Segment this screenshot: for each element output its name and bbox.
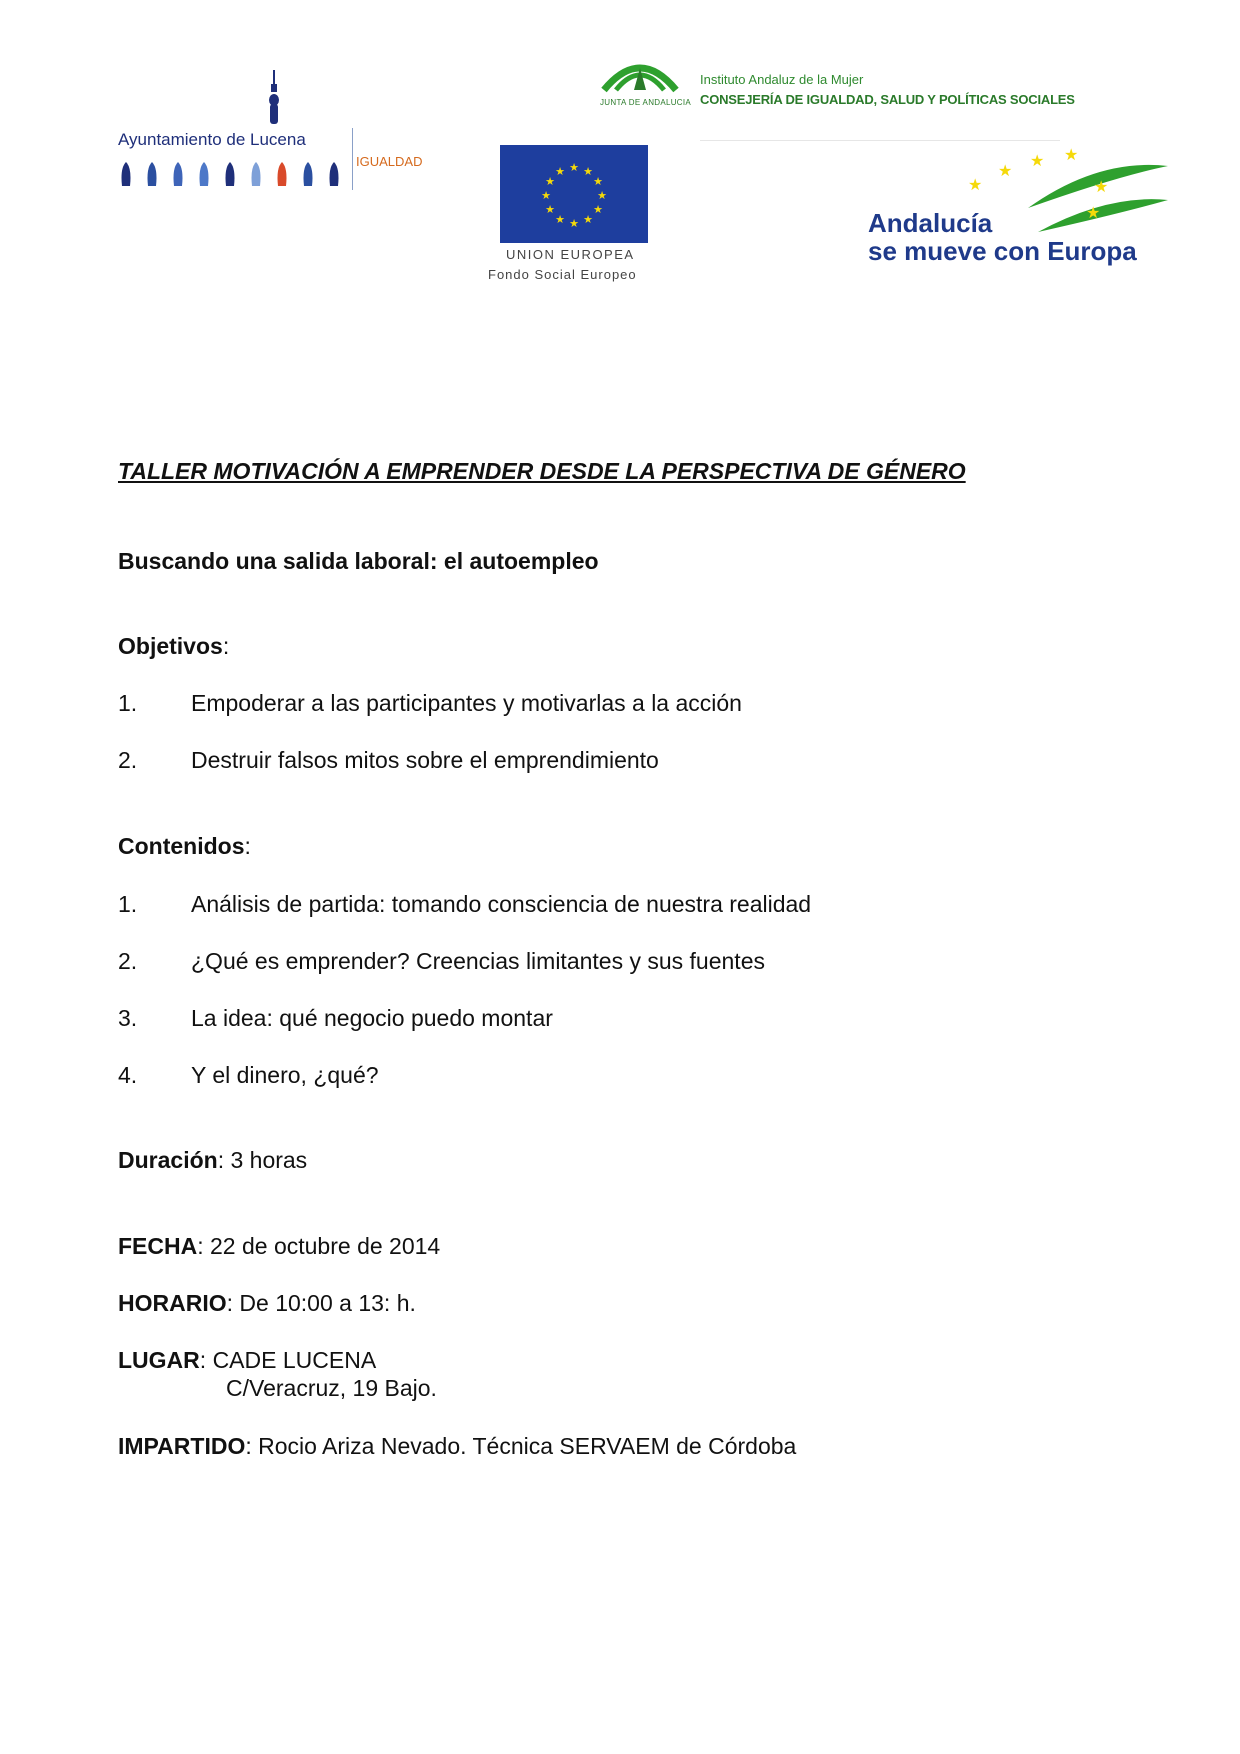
svg-text:★: ★ — [1064, 148, 1079, 164]
svg-text:★: ★ — [583, 213, 593, 226]
impartido-line: IMPARTIDO: Rocio Ariza Nevado. Técnica SERVAEM de Córdoba — [118, 1433, 797, 1459]
svg-text:★: ★ — [555, 165, 565, 178]
svg-text:★: ★ — [541, 189, 551, 202]
objetivo-1-num: 1. — [118, 690, 138, 716]
svg-text:★: ★ — [593, 203, 603, 216]
duracion-label: Duración — [118, 1147, 218, 1173]
objetivo-2-text: Destruir falsos mitos sobre el emprendimiento — [191, 747, 659, 773]
svg-text:★: ★ — [998, 161, 1013, 180]
svg-text:★: ★ — [583, 165, 593, 178]
eu-line1: UNION EUROPEA — [506, 247, 635, 262]
lucena-divider — [352, 128, 353, 190]
svg-text:★: ★ — [555, 213, 565, 226]
contenido-1-text: Análisis de partida: tomando consciencia de nuestra realidad — [191, 891, 812, 917]
impartido-label: IMPARTIDO — [118, 1433, 246, 1459]
svg-text:★: ★ — [597, 189, 607, 202]
objetivo-2-num: 2. — [118, 747, 138, 773]
svg-text:★: ★ — [545, 203, 555, 216]
svg-text:★: ★ — [968, 175, 983, 194]
contenido-1-num: 1. — [118, 891, 138, 917]
svg-text:★: ★ — [569, 217, 579, 230]
junta-divider — [700, 140, 1060, 141]
lucena-name: Ayuntamiento de Lucena — [118, 130, 306, 149]
junta-institute: Instituto Andaluz de la Mujer — [700, 72, 864, 87]
lugar-address: C/Veracruz, 19 Bajo. — [226, 1375, 437, 1401]
tower-icon — [266, 70, 282, 126]
junta-arch-icon — [600, 50, 680, 96]
contenido-3-text: La idea: qué negocio puedo montar — [191, 1005, 553, 1031]
andalucia-stripes-icon — [968, 148, 1168, 238]
fecha-line: FECHA: 22 de octubre de 2014 — [118, 1233, 441, 1259]
objetivos-heading: Objetivos: — [118, 633, 230, 659]
lugar-line: LUGAR: CADE LUCENA — [118, 1347, 377, 1373]
contenido-2-num: 2. — [118, 948, 138, 974]
contenido-3-num: 3. — [118, 1005, 138, 1031]
svg-text:★: ★ — [593, 175, 603, 188]
horario-value: De 10:00 a 13: h. — [239, 1290, 416, 1316]
lucena-sub: IGUALDAD — [356, 154, 423, 169]
document-title: TALLER MOTIVACIÓN A EMPRENDER DESDE LA PERSPECTIVA DE GÉNERO — [118, 458, 966, 484]
junta-small-label: JUNTA DE ANDALUCIA — [600, 98, 692, 107]
duracion-line: Duración: 3 horas — [118, 1147, 308, 1173]
andalucia-europa-logo — [868, 148, 1168, 268]
objetivos-label: Objetivos — [118, 633, 223, 659]
andalucia-line2: se mueve con Europa — [868, 236, 1137, 266]
duracion-value: 3 horas — [230, 1147, 308, 1173]
eu-stars-icon — [500, 145, 648, 243]
contenido-2-text: ¿Qué es emprender? Creencias limitantes y sus fuentes — [191, 948, 765, 974]
horario-line: HORARIO: De 10:00 a 13: h. — [118, 1290, 416, 1316]
svg-text:★: ★ — [1094, 177, 1109, 196]
objetivo-1-text: Empoderar a las participantes y motivarlas a la acción — [191, 690, 742, 716]
horario-label: HORARIO — [118, 1290, 227, 1316]
contenidos-label: Contenidos — [118, 833, 245, 859]
document-subtitle: Buscando una salida laboral: el autoempleo — [118, 548, 599, 574]
union-europea-logo — [488, 145, 668, 285]
fecha-label: FECHA — [118, 1233, 198, 1259]
ayuntamiento-lucena-logo — [118, 70, 438, 200]
contenidos-heading: Contenidos: — [118, 833, 251, 859]
svg-text:★: ★ — [1030, 151, 1045, 170]
figures-icon — [118, 158, 348, 188]
impartido-value: Rocio Ariza Nevado. Técnica SERVAEM de Córdoba — [258, 1433, 797, 1459]
contenido-4-text: Y el dinero, ¿qué? — [191, 1062, 379, 1088]
eu-line2: Fondo Social Europeo — [488, 267, 637, 282]
junta-andalucia-logo — [600, 50, 1075, 120]
contenido-4-num: 4. — [118, 1062, 138, 1088]
junta-consejeria: CONSEJERÍA DE IGUALDAD, SALUD Y POLÍTICAS SOCIALES — [700, 92, 1075, 107]
andalucia-line1: Andalucía — [868, 208, 993, 238]
fecha-value: 22 de octubre de 2014 — [210, 1233, 441, 1259]
svg-text:★: ★ — [569, 161, 579, 174]
lugar-label: LUGAR — [118, 1347, 200, 1373]
svg-text:★: ★ — [545, 175, 555, 188]
svg-text:★: ★ — [1086, 203, 1101, 222]
eu-flag — [500, 145, 648, 243]
lugar-value: CADE LUCENA — [212, 1347, 377, 1373]
